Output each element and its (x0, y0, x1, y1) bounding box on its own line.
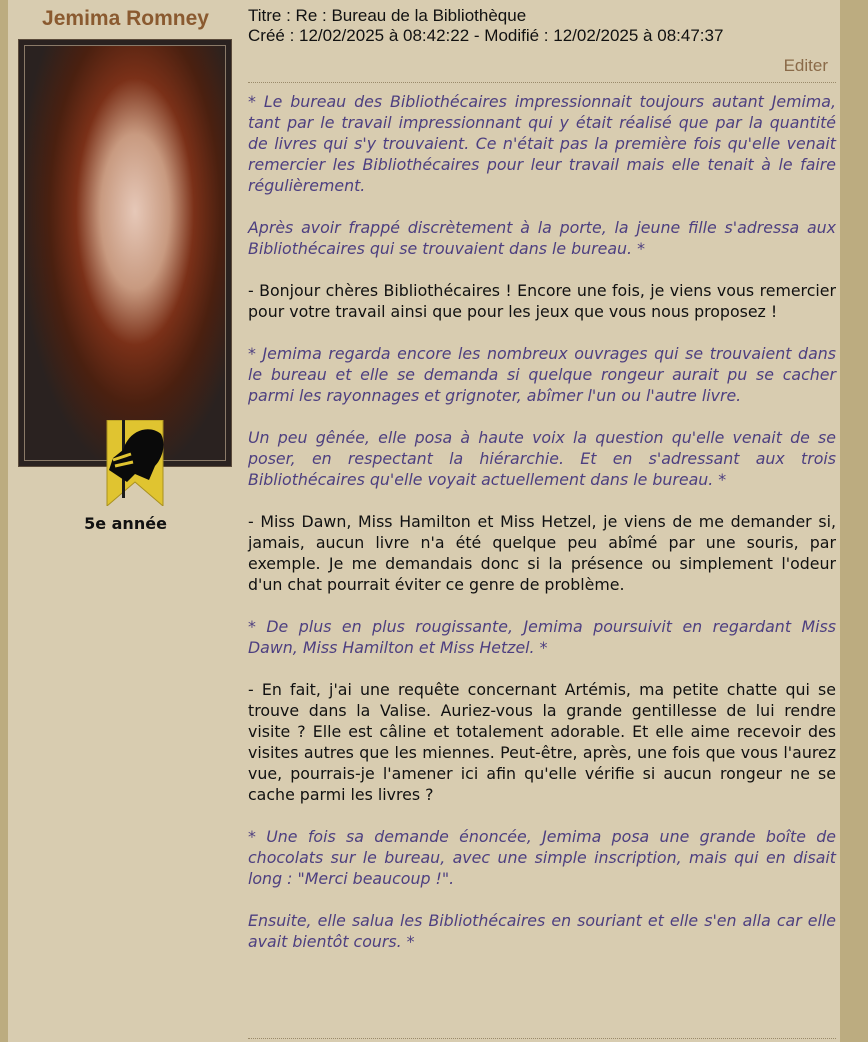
post-paragraph: * De plus en plus rougissante, Jemima poursuivit en regardant Miss Dawn, Miss Hamilton et Miss Hetzel. * (248, 617, 836, 657)
post-title: Titre : Re : Bureau de la Bibliothèque (248, 6, 527, 25)
author-name[interactable]: Jemima Romney (42, 7, 209, 30)
avatar (18, 39, 232, 467)
post-paragraph: - Bonjour chères Bibliothécaires ! Encore une fois, je viens vous remercier pour votre travail ainsi que pour les jeux que vous nous proposez ! (248, 281, 836, 321)
post-body (248, 91, 836, 952)
post-panel (8, 0, 840, 1042)
post-paragraph: * Le bureau des Bibliothécaires impressionnait toujours autant Jemima, tant par le travail impressionnant qui y était réalisé que par la quantité de livres qui s'y trouvaient. Ce n'était pas la première fois qu'elle venait remercier les Bibliothécaires pour leur travail mais elle tenait à le faire régulièrement. (248, 92, 836, 195)
edit-link[interactable]: Editer (783, 56, 828, 75)
post-paragraph: - Miss Dawn, Miss Hamilton et Miss Hetzel, je viens de me demander si, jamais, aucun livre n'a été quelque peu abîmé par une souris, par exemple. Je me demandais donc si la présence ou simplement l'odeur d'un chat pourrait éviter ce genre de problème. (248, 512, 836, 594)
post-paragraph: Un peu gênée, elle posa à haute voix la question qu'elle venait de se poser, en respectant la hiérarchie. Et en s'adressant aux trois Bibliothécaires qu'elle voyait actuellement dans le bureau. * (248, 428, 836, 489)
post-paragraph: * Jemima regarda encore les nombreux ouvrages qui se trouvaient dans le bureau et elle se demanda si quelque rongeur aurait pu se cacher parmi les rayonnages et grignoter, abîmer l'un ou l'autre livre. (248, 344, 836, 405)
divider (248, 82, 836, 83)
post-paragraph: Ensuite, elle salua les Bibliothécaires en souriant et elle s'en alla car elle avait bientôt cours. * (248, 911, 836, 951)
post-paragraph: * Une fois sa demande énoncée, Jemima posa une grande boîte de chocolats sur le bureau, avec une simple inscription, mais qui en disait long : "Merci beaucoup !". (248, 827, 836, 888)
divider (248, 1038, 836, 1039)
post-paragraph: - En fait, j'ai une requête concernant Artémis, ma petite chatte qui se trouve dans la Valise. Auriez-vous la grande gentillesse de lui rendre visite ? Elle est câline et totalement adorable. Et elle aime recevoir des visites autres que les miennes. Peut-être, après, une fois que vous l'aurez vue, pourrais-je l'amener ici afin qu'elle vérifie si aucun rongeur ne se cache parmi les livres ? (248, 680, 836, 804)
post-content (248, 6, 836, 973)
hufflepuff-badger-icon (105, 420, 165, 506)
post-paragraph: Après avoir frappé discrètement à la porte, la jeune fille s'adressa aux Bibliothécaires qui se trouvaient dans le bureau. * (248, 218, 836, 258)
post-dates: Créé : 12/02/2025 à 08:42:22 - Modifié : 12/02/2025 à 08:47:37 (248, 26, 724, 45)
rank-label: 5e année (84, 514, 167, 533)
author-column (18, 0, 233, 533)
